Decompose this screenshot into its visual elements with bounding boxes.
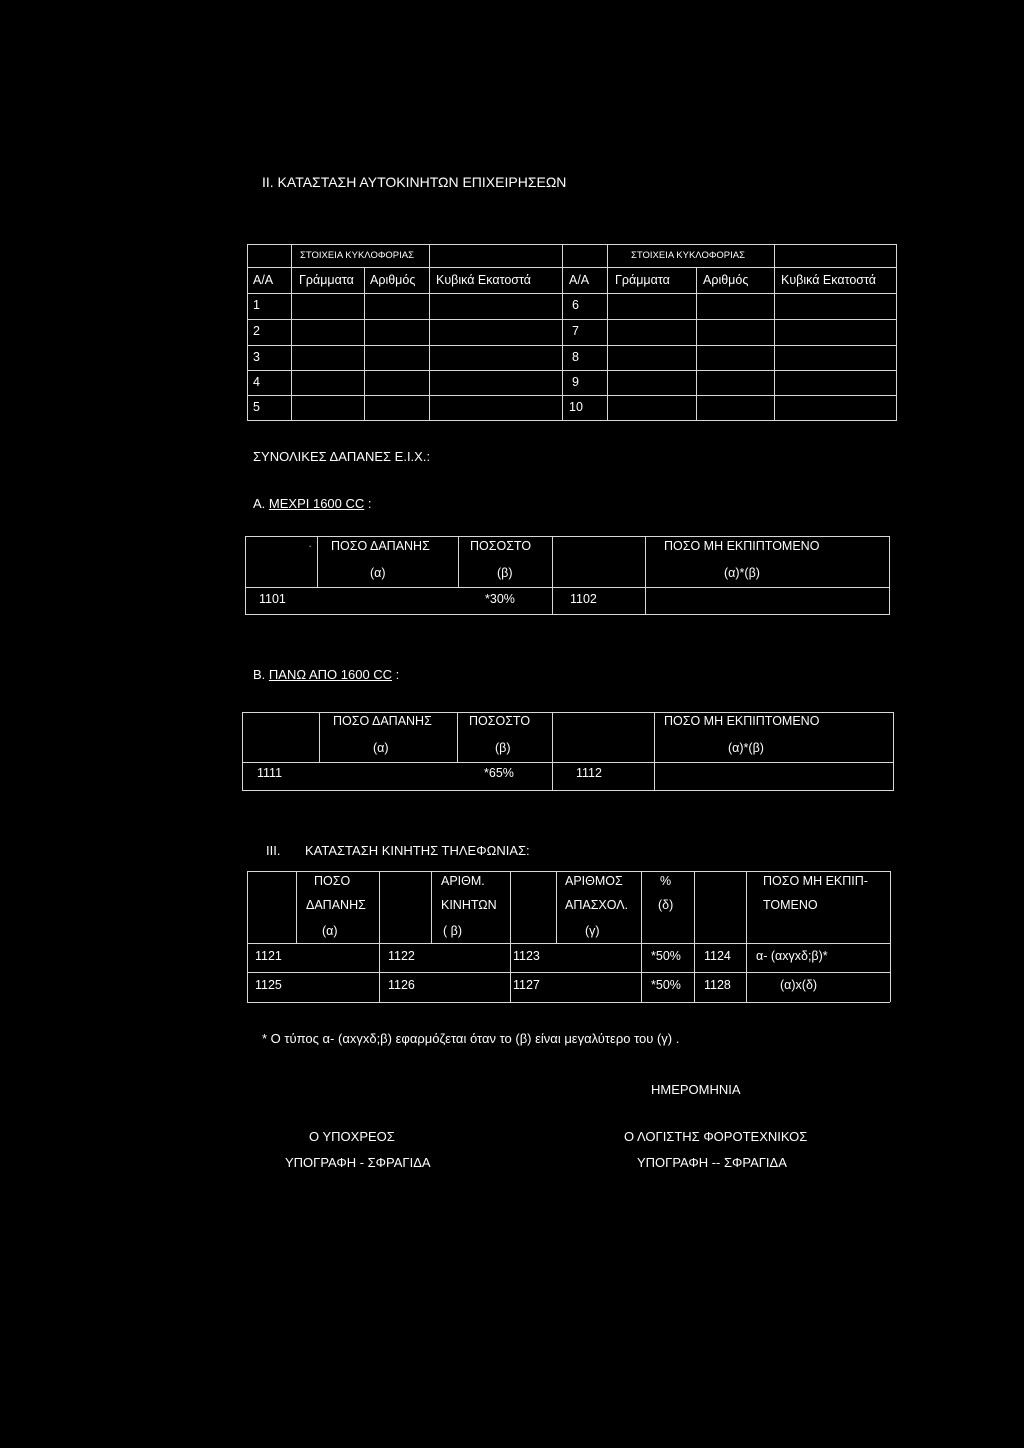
table-cell: *50% (651, 949, 681, 963)
col-header-non-deductible: ΠΟΣΟ ΜΗ ΕΚΠΙΠΤΟΜΕΝΟ (664, 539, 820, 553)
col-header-amount-line1: ΠΟΣΟ (314, 874, 351, 888)
col-header-number-left: Αριθμός (370, 273, 416, 287)
group-header-left: ΣΤΟΙΧΕΙΑ ΚΥΚΛΟΦΟΡΙΑΣ (300, 250, 414, 261)
totals-heading: ΣΥΝΟΛΙΚΕΣ ΔΑΠΑΝΕΣ Ε.Ι.Χ.: (253, 449, 431, 464)
table-cell: 1124 (704, 949, 731, 963)
obligor-signature-label: ΥΠΟΓΡΑΦΗ - ΣΦΡΑΓΙΔΑ (285, 1155, 431, 1170)
col-header-amount: ΠΟΣΟ ΔΑΠΑΝΗΣ (333, 714, 432, 728)
col-header-percentage-sub: (β) (495, 741, 511, 755)
col-header-non-deductible-sub: (α)*(β) (724, 566, 760, 580)
col-header-employees-line3: (γ) (585, 924, 600, 938)
row-number: 6 (572, 298, 579, 312)
col-header-employees-line2: ΑΠΑΣΧΟΛ. (565, 898, 629, 912)
code-1111: 1111 (257, 766, 283, 780)
accountant-label: Ο ΛΟΓΙΣΤΗΣ ΦΟΡΟΤΕΧΝΙΚΟΣ (624, 1129, 808, 1144)
section-a-suffix: : (364, 496, 372, 511)
col-header-amount-sub: (α) (373, 741, 389, 755)
row-number: 9 (572, 375, 579, 389)
section-a-label: ΜΕΧΡΙ 1600 CC (268, 496, 365, 511)
row-number: 1 (253, 298, 260, 312)
col-header-non-deductible: ΠΟΣΟ ΜΗ ΕΚΠΙΠΤΟΜΕΝΟ (664, 714, 820, 728)
footnote: * Ο τύπος α- (αxγxδ;β) εφαρμόζεται όταν το (β) είναι μεγαλύτερο του (γ) . (262, 1031, 680, 1046)
col-header-non-deductible-line1: ΠΟΣΟ ΜΗ ΕΚΠΙΠ- (763, 874, 868, 888)
col-header-non-deductible-line2: ΤΟΜΕΝΟ (763, 898, 818, 912)
table-cell: 1123 (513, 949, 540, 963)
obligor-label: Ο ΥΠΟΧΡΕΟΣ (309, 1129, 395, 1144)
col-header-cc-right: Κυβικά Εκατοστά (781, 273, 877, 287)
col-header-amount-sub: (α) (370, 566, 386, 580)
col-header-employees-line1: ΑΡΙΘΜΟΣ (565, 874, 623, 888)
col-header-amount-line3: (α) (322, 924, 338, 938)
col-header-non-deductible-sub: (α)*(β) (728, 741, 764, 755)
col-header-letters-right: Γράμματα (615, 273, 670, 287)
col-header-percent-line2: (δ) (658, 898, 674, 912)
col-header-amount-line2: ΔΑΠΑΝΗΣ (306, 898, 366, 912)
table-cell: *50% (651, 978, 681, 992)
row-number: 10 (569, 400, 583, 414)
row-number: 2 (253, 324, 260, 338)
group-header-right: ΣΤΟΙΧΕΙΑ ΚΥΚΛΟΦΟΡΙΑΣ (631, 250, 745, 261)
date-label: ΗΜΕΡΟΜΗΝΙΑ (651, 1082, 741, 1097)
col-header-number-right: Αριθμός (703, 273, 749, 287)
col-header-amount: ΠΟΣΟ ΔΑΠΑΝΗΣ (331, 539, 430, 553)
section-a-prefix: Α. (253, 496, 269, 511)
table-cell: 1126 (388, 978, 415, 992)
section-b-prefix: Β. (253, 667, 269, 682)
col-header-letters-left: Γράμματα (299, 273, 354, 287)
col-header-percentage-sub: (β) (497, 566, 513, 580)
table-cell: α- (αxγxδ;β)* (756, 949, 828, 963)
col-header-count-line3: ( β) (443, 924, 462, 938)
section-2-title: II. ΚΑΤΑΣΤΑΣΗ ΑΥΤΟΚΙΝΗΤΩΝ ΕΠΙΧΕΙΡΗΣΕΩΝ (262, 174, 567, 190)
col-header-count-line2: ΚΙΝΗΤΩΝ (441, 898, 497, 912)
code-1112: 1112 (576, 766, 602, 780)
table-cell: (α)x(δ) (780, 978, 818, 992)
code-1102: 1102 (570, 592, 597, 606)
col-header-aa-right: Α/Α (569, 273, 590, 287)
table-cell: 1127 (513, 978, 540, 992)
col-header-aa-left: Α/Α (253, 273, 274, 287)
accountant-signature-label: ΥΠΟΓΡΑΦΗ -- ΣΦΡΑΓΙΔΑ (637, 1155, 787, 1170)
code-1101: 1101 (259, 592, 286, 606)
row-number: 4 (253, 375, 260, 389)
section-a-heading (253, 496, 372, 511)
section-b-suffix: : (392, 667, 400, 682)
col-header-cc-left: Κυβικά Εκατοστά (436, 273, 532, 287)
col-header-percentage: ΠΟΣΟΣΤΟ (469, 714, 531, 728)
percentage-value: *30% (485, 592, 515, 606)
col-header-percentage: ΠΟΣΟΣΤΟ (470, 539, 532, 553)
table-cell: 1125 (255, 978, 282, 992)
section-b-heading (253, 667, 399, 682)
percentage-value: *65% (484, 766, 514, 780)
table-cell: 1122 (388, 949, 415, 963)
table-cell: 1128 (704, 978, 731, 992)
row-number: 3 (253, 350, 260, 364)
col-header-count-line1: ΑΡΙΘΜ. (441, 874, 485, 888)
section-3-title: ΚΑΤΑΣΤΑΣΗ ΚΙΝΗΤΗΣ ΤΗΛΕΦΩΝΙΑΣ: (305, 843, 530, 858)
section-b-label: ΠΑΝΩ ΑΠΟ 1600 CC (268, 667, 393, 682)
row-number: 5 (253, 400, 260, 414)
row-number: 7 (572, 324, 579, 338)
tick-mark: · (308, 538, 313, 553)
row-number: 8 (572, 350, 579, 364)
table-cell: 1121 (255, 949, 282, 963)
section-3-title-number: III. (266, 843, 281, 858)
col-header-percent-line1: % (660, 874, 672, 888)
